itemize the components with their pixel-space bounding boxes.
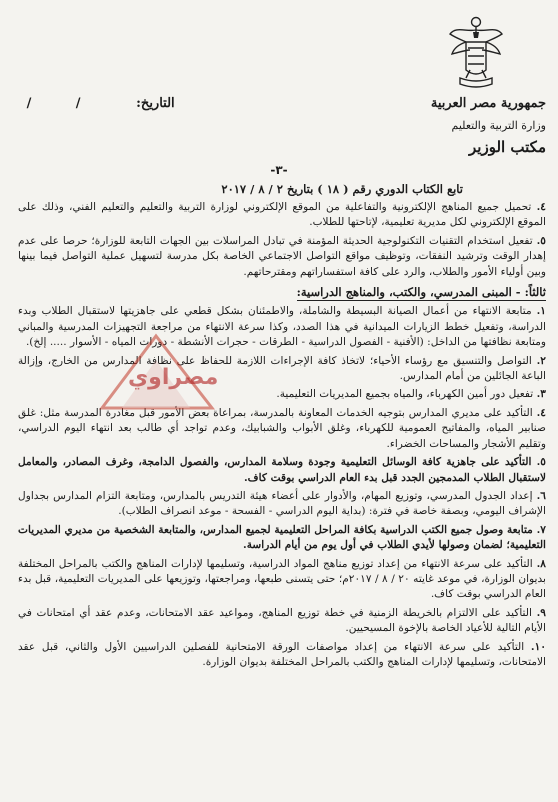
list-item: ٨. التأكيد على سرعة الانتهاء من إعداد توزيع مناهج المواد الدراسية، وتسليمها لإدارات المناهج والكتب بالمراحل المختلفة بديوان الوزارة، في موعد غايته ٢٠ / ٨ / ٢٠١٧م؛ حتى يتسنى طبعها، ومراجعتها، وتوزيعها على المديريات التعليمية، قبل بدء العام الدراسي بوقت كاف. [18,557,546,601]
list-item: ٤. التأكيد على مديري المدارس بتوجيه الخدمات المعاونة بالمدرسة، بمراعاة بعض الأمور قبل مغادرة المدرسة مثل: غلق صنابير المياه، والمفاتيح العمومية للكهرباء، وغلق الأبواب والشبابيك، وعدم تواجد أي طالب بعد انتهاء اليوم الدراسي، وتقليم الأشجار والمساحات الخضراء. [18,406,546,450]
date-separator: / [26,96,32,111]
date-label: التاريخ: [136,96,175,111]
list-item: ٩. التأكيد على الالتزام بالخريطة الزمنية في خطة توزيع المناهج، ومواعيد عقد الامتحانات، وعدم عقد أي امتحانات في الأيام التالية للأعياد الخاصة بالإخوة المسيحيين. [18,606,546,635]
list-item: ١. متابعة الانتهاء من أعمال الصيانة البسيطة والشاملة، والاطمئنان بشكل قطعي على جاهزيتها لاستقبال الطلاب وبدء الدراسة، وتفعيل خطط الزيارات الميدانية في هذا الصدد، وكذا سرعة الانتهاء من مراجعة التجهيزات المدرسية والمباني ومتابعة نظافتها من الداخل: (الأفنية - الفصول الدراسية - الطرقات - حجرات الأنشطة - دورات المياه - الأسوار ..... إلخ). [18,305,546,349]
eagle-emblem-icon [448,12,504,92]
letter-subtitle: تابع الكتاب الدوري رقم ( ١٨ ) بتاريخ ٢ / ٨ / ٢٠١٧ [221,182,463,196]
page-number: -٣- [270,163,288,177]
org-ministry: وزارة التربية والتعليم [451,119,546,132]
list-item: ٥. التأكيد على جاهزية كافة الوسائل التعليمية وجودة وسلامة المدارس، والفصول الدامجة، وغرف المصادر، والمعامل لاستقبال الطلاب المدمجين الجدد قبل بدء العام الدراسي بوقت كاف. [18,456,546,484]
section-heading: ثالثاً: - المبنى المدرسي، والكتب، والمناهج الدراسية: [297,285,546,301]
date-field [20,96,175,111]
org-office: مكتب الوزير [469,138,546,156]
list-item: ١٠. التأكيد على سرعة الانتهاء من إعداد مواصفات الورقة الامتحانية للفصلين الدراسيين الأول والثاني، قبل عقد الامتحانات، وتسليمها لإدارات المناهج والكتب بالمراحل المختلفة بديوان الوزارة. [18,640,547,668]
org-country: جمهورية مصر العربية [430,96,546,111]
document-body [18,200,546,673]
letterhead [10,8,548,158]
list-item: ٣. تفعيل دور أمين الكهرباء، والمياه بجميع المديريات التعليمية. [276,388,546,401]
list-item: ٥. تفعيل استخدام التقنيات التكنولوجية الحديثة المؤمنة في تبادل المراسلات بين الجهات التابعة للوزارة؛ حرصا على عدم إهدار الوقت وترشيد النفقات، وتوظيف مواقع التواصل الاجتماعي الخاصة بكل مدرسة لتسهيل عملية التواصل فيما بينها وبين أولياء الأمور والطلاب، والرد على كافة استفساراتهم ومقترحاتهم. [18,234,546,278]
watermark-text: مصراوي [128,365,219,390]
list-item: ٦. إعداد الجدول المدرسي، وتوزيع المهام، والأدوار على أعضاء هيئة التدريس بالمدارس، ومتابعة التزام المدارس بجداول الإشراف اليومي، وبصفة خاصة في فترة: (بداية اليوم الدراسي - الفسحة - موعد انصراف الطلاب). [18,489,546,518]
list-item: ٢. التواصل والتنسيق مع رؤساء الأحياء؛ لاتخاذ كافة الإجراءات اللازمة للحفاظ على نظافة المدارس من الخارج، وإزالة الباعة الجائلين من أمام المدارس. [18,354,546,383]
list-item: ٧. متابعة وصول جميع الكتب الدراسية بكافة المراحل التعليمية لجميع المدارس، والمتابعة الشخصية من مديري المديريات التعليمية؛ لضمان وصولها لأيدي الطلاب في أول يوم من أيام الدراسة. [18,523,546,552]
date-separator: / [75,96,81,111]
list-item: ٤. تحميل جميع المناهج الإلكترونية والتفاعلية من الموقع الإلكتروني لوزارة التربية والتعليم والتعليم الفني، وذلك على الموقع الإلكتروني لكل مديرية تعليمية، لإتاحتها للطلاب. [18,201,546,229]
